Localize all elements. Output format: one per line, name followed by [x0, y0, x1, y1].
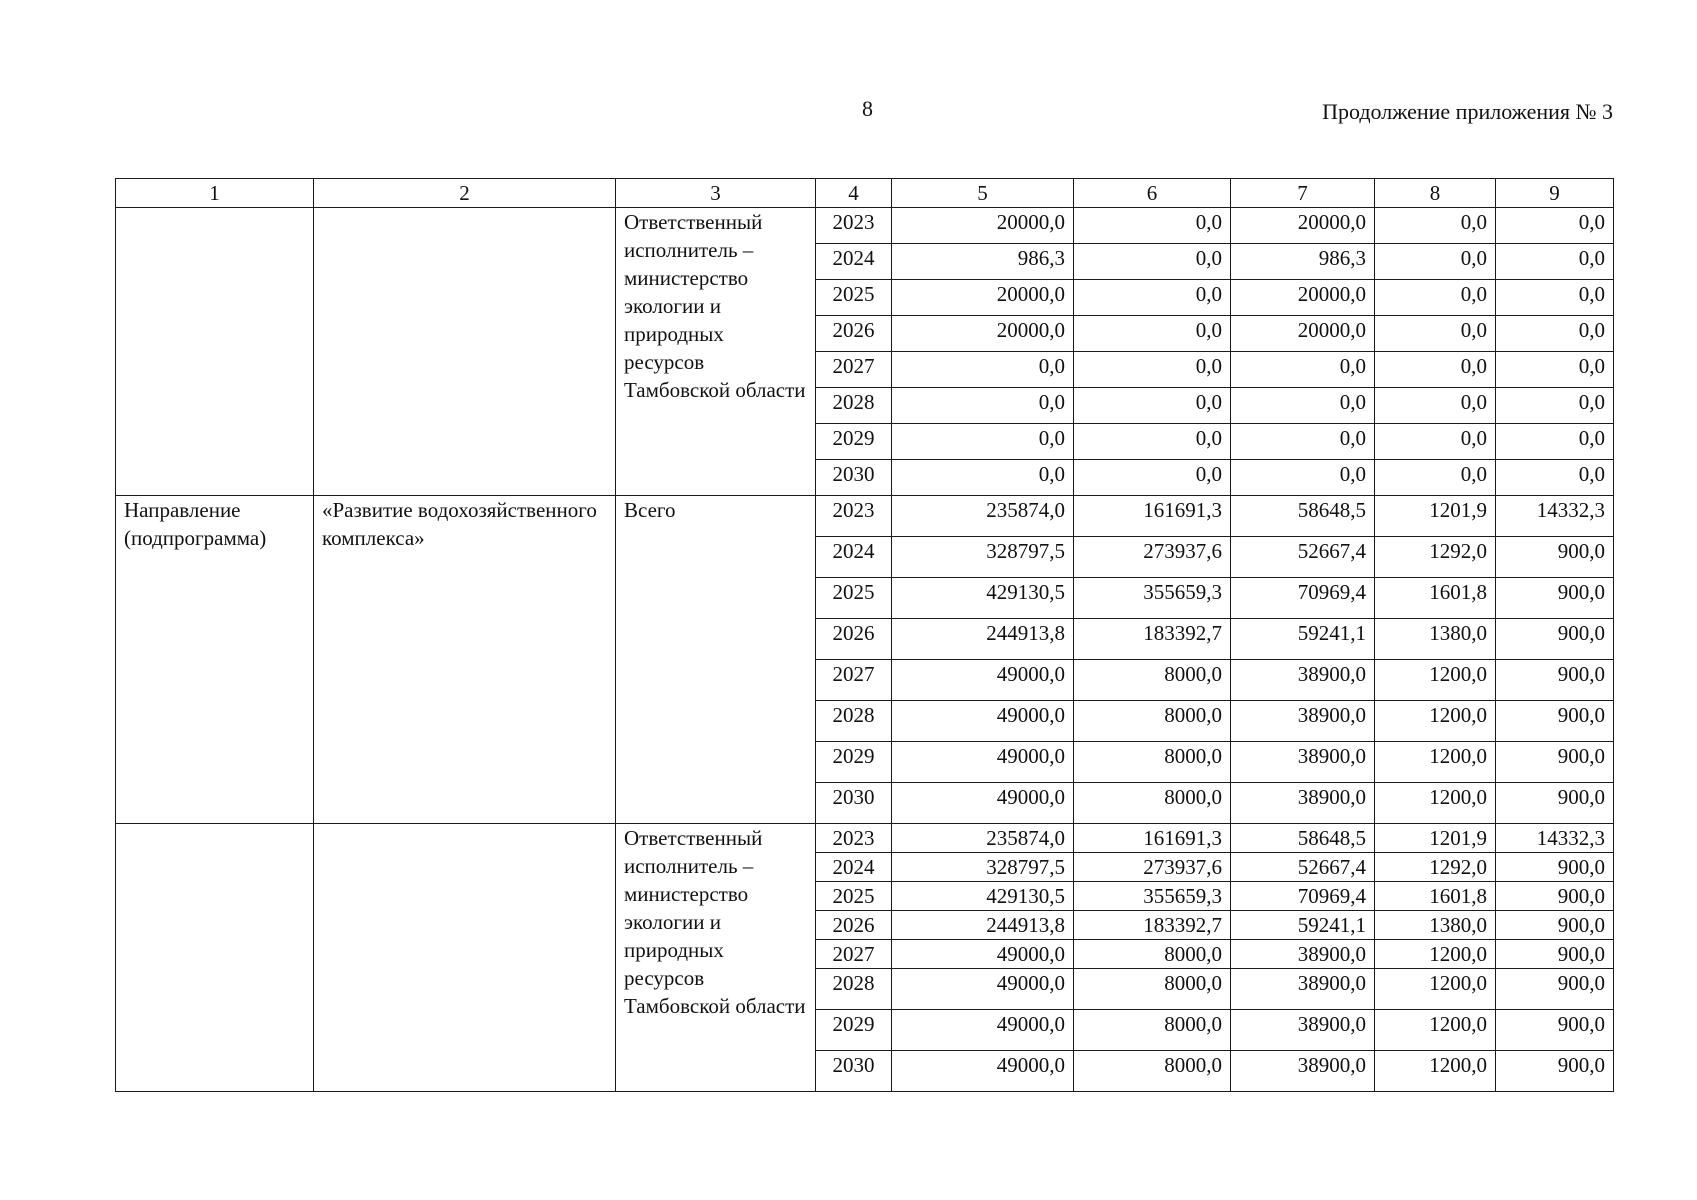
year-cell: 2027	[816, 660, 892, 701]
local-budget-cell: 1601,8	[1375, 882, 1496, 911]
regional-budget-cell: 20000,0	[1231, 208, 1375, 244]
extrabudgetary-cell: 900,0	[1496, 578, 1614, 619]
federal-budget-cell: 8000,0	[1074, 742, 1231, 783]
year-cell: 2029	[816, 424, 892, 460]
regional-budget-cell: 52667,4	[1231, 853, 1375, 882]
extrabudgetary-cell: 900,0	[1496, 701, 1614, 742]
regional-budget-cell: 58648,5	[1231, 496, 1375, 537]
year-cell: 2030	[816, 1051, 892, 1092]
total-cell: 20000,0	[892, 208, 1074, 244]
federal-budget-cell: 0,0	[1074, 280, 1231, 316]
federal-budget-cell: 0,0	[1074, 208, 1231, 244]
extrabudgetary-cell: 0,0	[1496, 244, 1614, 280]
extrabudgetary-cell: 900,0	[1496, 1051, 1614, 1092]
extrabudgetary-cell: 900,0	[1496, 619, 1614, 660]
total-cell: 49000,0	[892, 701, 1074, 742]
regional-budget-cell: 0,0	[1231, 352, 1375, 388]
local-budget-cell: 1201,9	[1375, 496, 1496, 537]
regional-budget-cell: 0,0	[1231, 424, 1375, 460]
regional-budget-cell: 38900,0	[1231, 660, 1375, 701]
direction-cell	[116, 208, 314, 496]
local-budget-cell: 1200,0	[1375, 742, 1496, 783]
local-budget-cell: 1200,0	[1375, 701, 1496, 742]
total-cell: 244913,8	[892, 619, 1074, 660]
extrabudgetary-cell: 900,0	[1496, 911, 1614, 940]
local-budget-cell: 0,0	[1375, 460, 1496, 496]
local-budget-cell: 1200,0	[1375, 660, 1496, 701]
local-budget-cell: 1292,0	[1375, 537, 1496, 578]
budget-table	[115, 178, 1614, 1092]
federal-budget-cell: 0,0	[1074, 424, 1231, 460]
federal-budget-cell: 8000,0	[1074, 701, 1231, 742]
year-cell: 2024	[816, 853, 892, 882]
table-row	[116, 496, 1614, 537]
regional-budget-cell: 52667,4	[1231, 537, 1375, 578]
table-row	[116, 208, 1614, 244]
year-cell: 2024	[816, 537, 892, 578]
total-cell: 49000,0	[892, 1051, 1074, 1092]
extrabudgetary-cell: 0,0	[1496, 352, 1614, 388]
local-budget-cell: 1380,0	[1375, 911, 1496, 940]
year-cell: 2025	[816, 280, 892, 316]
local-budget-cell: 0,0	[1375, 280, 1496, 316]
year-cell: 2028	[816, 388, 892, 424]
regional-budget-cell: 986,3	[1231, 244, 1375, 280]
extrabudgetary-cell: 0,0	[1496, 316, 1614, 352]
year-cell: 2025	[816, 578, 892, 619]
total-cell: 986,3	[892, 244, 1074, 280]
year-cell: 2027	[816, 940, 892, 969]
regional-budget-cell: 70969,4	[1231, 882, 1375, 911]
regional-budget-cell: 0,0	[1231, 460, 1375, 496]
subprogram-name-cell: «Развитие водохозяйственного комплекса»	[314, 496, 616, 824]
local-budget-cell: 1292,0	[1375, 853, 1496, 882]
federal-budget-cell: 273937,6	[1074, 853, 1231, 882]
year-cell: 2024	[816, 244, 892, 280]
header-col-1: 1	[116, 179, 314, 208]
extrabudgetary-cell: 900,0	[1496, 969, 1614, 1010]
year-cell: 2026	[816, 619, 892, 660]
total-cell: 235874,0	[892, 496, 1074, 537]
header-col-5: 5	[892, 179, 1074, 208]
header-col-7: 7	[1231, 179, 1375, 208]
federal-budget-cell: 8000,0	[1074, 783, 1231, 824]
total-cell: 244913,8	[892, 911, 1074, 940]
regional-budget-cell: 38900,0	[1231, 742, 1375, 783]
extrabudgetary-cell: 14332,3	[1496, 824, 1614, 853]
local-budget-cell: 1200,0	[1375, 1010, 1496, 1051]
header-col-4: 4	[816, 179, 892, 208]
extrabudgetary-cell: 0,0	[1496, 424, 1614, 460]
header-col-3: 3	[616, 179, 816, 208]
total-cell: 49000,0	[892, 742, 1074, 783]
federal-budget-cell: 8000,0	[1074, 969, 1231, 1010]
page-number: 8	[862, 96, 873, 121]
direction-cell: Направление (подпрограмма)	[116, 496, 314, 824]
total-cell: 49000,0	[892, 1010, 1074, 1051]
local-budget-cell: 1380,0	[1375, 619, 1496, 660]
federal-budget-cell: 8000,0	[1074, 660, 1231, 701]
local-budget-cell: 1200,0	[1375, 940, 1496, 969]
header-col-9: 9	[1496, 179, 1614, 208]
federal-budget-cell: 0,0	[1074, 460, 1231, 496]
appendix-caption: Продолжение приложения № 3	[1322, 99, 1613, 124]
regional-budget-cell: 70969,4	[1231, 578, 1375, 619]
funding-source-cell: Всего	[616, 496, 816, 824]
federal-budget-cell: 355659,3	[1074, 882, 1231, 911]
extrabudgetary-cell: 900,0	[1496, 882, 1614, 911]
regional-budget-cell: 59241,1	[1231, 911, 1375, 940]
table-row	[116, 824, 1614, 853]
regional-budget-cell: 38900,0	[1231, 701, 1375, 742]
regional-budget-cell: 58648,5	[1231, 824, 1375, 853]
year-cell: 2023	[816, 824, 892, 853]
extrabudgetary-cell: 900,0	[1496, 742, 1614, 783]
extrabudgetary-cell: 900,0	[1496, 1010, 1614, 1051]
total-cell: 20000,0	[892, 316, 1074, 352]
total-cell: 0,0	[892, 460, 1074, 496]
year-cell: 2026	[816, 316, 892, 352]
federal-budget-cell: 0,0	[1074, 388, 1231, 424]
total-cell: 429130,5	[892, 578, 1074, 619]
header-row	[116, 179, 1614, 208]
federal-budget-cell: 161691,3	[1074, 824, 1231, 853]
federal-budget-cell: 0,0	[1074, 352, 1231, 388]
total-cell: 235874,0	[892, 824, 1074, 853]
extrabudgetary-cell: 0,0	[1496, 208, 1614, 244]
direction-cell	[116, 824, 314, 1092]
total-cell: 20000,0	[892, 280, 1074, 316]
local-budget-cell: 0,0	[1375, 352, 1496, 388]
year-cell: 2023	[816, 496, 892, 537]
extrabudgetary-cell: 900,0	[1496, 940, 1614, 969]
local-budget-cell: 0,0	[1375, 388, 1496, 424]
regional-budget-cell: 38900,0	[1231, 1051, 1375, 1092]
subprogram-name-cell	[314, 824, 616, 1092]
local-budget-cell: 1200,0	[1375, 1051, 1496, 1092]
regional-budget-cell: 59241,1	[1231, 619, 1375, 660]
regional-budget-cell: 20000,0	[1231, 280, 1375, 316]
year-cell: 2028	[816, 969, 892, 1010]
year-cell: 2030	[816, 460, 892, 496]
year-cell: 2030	[816, 783, 892, 824]
federal-budget-cell: 355659,3	[1074, 578, 1231, 619]
federal-budget-cell: 161691,3	[1074, 496, 1231, 537]
year-cell: 2026	[816, 911, 892, 940]
header-col-8: 8	[1375, 179, 1496, 208]
total-cell: 429130,5	[892, 882, 1074, 911]
extrabudgetary-cell: 0,0	[1496, 460, 1614, 496]
extrabudgetary-cell: 0,0	[1496, 388, 1614, 424]
total-cell: 49000,0	[892, 783, 1074, 824]
federal-budget-cell: 8000,0	[1074, 1051, 1231, 1092]
subprogram-name-cell	[314, 208, 616, 496]
local-budget-cell: 0,0	[1375, 244, 1496, 280]
total-cell: 49000,0	[892, 940, 1074, 969]
funding-source-cell: Ответственный исполнитель – министерство экологии и природных ресурсов Тамбовской области	[616, 824, 816, 1092]
total-cell: 328797,5	[892, 853, 1074, 882]
local-budget-cell: 1201,9	[1375, 824, 1496, 853]
total-cell: 328797,5	[892, 537, 1074, 578]
header-col-2: 2	[314, 179, 616, 208]
year-cell: 2025	[816, 882, 892, 911]
local-budget-cell: 1601,8	[1375, 578, 1496, 619]
total-cell: 49000,0	[892, 660, 1074, 701]
regional-budget-cell: 38900,0	[1231, 969, 1375, 1010]
regional-budget-cell: 38900,0	[1231, 940, 1375, 969]
year-cell: 2028	[816, 701, 892, 742]
extrabudgetary-cell: 900,0	[1496, 537, 1614, 578]
federal-budget-cell: 273937,6	[1074, 537, 1231, 578]
regional-budget-cell: 38900,0	[1231, 1010, 1375, 1051]
extrabudgetary-cell: 900,0	[1496, 660, 1614, 701]
extrabudgetary-cell: 900,0	[1496, 783, 1614, 824]
year-cell: 2027	[816, 352, 892, 388]
year-cell: 2029	[816, 1010, 892, 1051]
funding-source-cell: Ответственный исполнитель – министерство экологии и природных ресурсов Тамбовской области	[616, 208, 816, 496]
federal-budget-cell: 183392,7	[1074, 911, 1231, 940]
header-col-6: 6	[1074, 179, 1231, 208]
local-budget-cell: 1200,0	[1375, 969, 1496, 1010]
extrabudgetary-cell: 900,0	[1496, 853, 1614, 882]
federal-budget-cell: 0,0	[1074, 244, 1231, 280]
federal-budget-cell: 8000,0	[1074, 940, 1231, 969]
extrabudgetary-cell: 14332,3	[1496, 496, 1614, 537]
regional-budget-cell: 20000,0	[1231, 316, 1375, 352]
extrabudgetary-cell: 0,0	[1496, 280, 1614, 316]
total-cell: 0,0	[892, 352, 1074, 388]
local-budget-cell: 0,0	[1375, 316, 1496, 352]
local-budget-cell: 0,0	[1375, 208, 1496, 244]
year-cell: 2023	[816, 208, 892, 244]
federal-budget-cell: 183392,7	[1074, 619, 1231, 660]
table-body	[116, 208, 1614, 1092]
total-cell: 49000,0	[892, 969, 1074, 1010]
local-budget-cell: 1200,0	[1375, 783, 1496, 824]
year-cell: 2029	[816, 742, 892, 783]
local-budget-cell: 0,0	[1375, 424, 1496, 460]
federal-budget-cell: 8000,0	[1074, 1010, 1231, 1051]
regional-budget-cell: 0,0	[1231, 388, 1375, 424]
total-cell: 0,0	[892, 388, 1074, 424]
total-cell: 0,0	[892, 424, 1074, 460]
regional-budget-cell: 38900,0	[1231, 783, 1375, 824]
federal-budget-cell: 0,0	[1074, 316, 1231, 352]
